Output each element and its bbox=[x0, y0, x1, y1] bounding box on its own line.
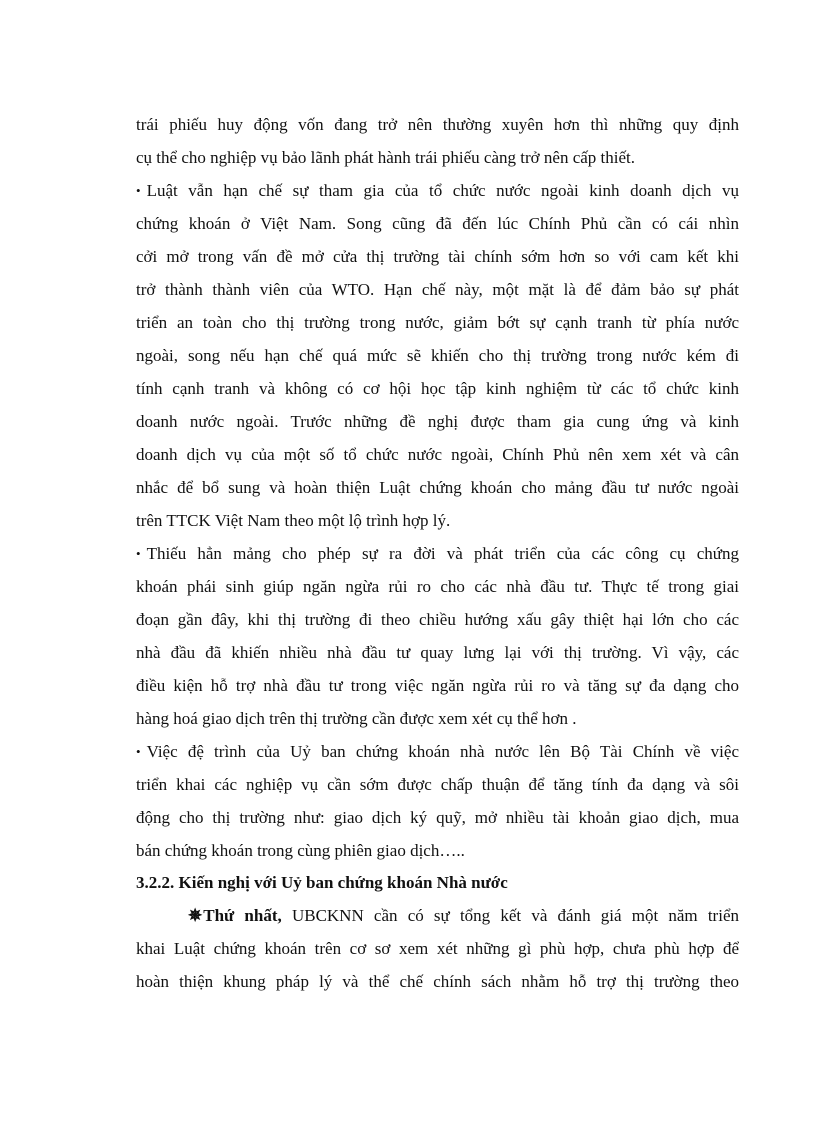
text-line: ngoài, song nếu hạn chế quá mức sẽ khiến cho thị trường trong nước kém đi bbox=[136, 346, 739, 365]
text-line: động cho thị trường như: giao dịch ký quỹ, mở nhiều tài khoản giao dịch, mua bbox=[136, 808, 739, 827]
text-line: đoạn gần đây, khi thị trường đi theo chiều hướng xấu gây thiệt hại lớn cho các bbox=[136, 610, 739, 629]
first-point-label: Thứ nhất, bbox=[203, 906, 282, 925]
text-line: khoán phái sinh giúp ngăn ngừa rủi ro cho các nhà đầu tư. Thực tế trong giai bbox=[136, 577, 739, 596]
bullet-1-first-line bbox=[136, 180, 739, 202]
first-point-line bbox=[188, 905, 739, 927]
text-line: UBCKNN cần có sự tổng kết và đánh giá một năm triển bbox=[291, 906, 739, 925]
text-line: chứng khoán ở Việt Nam. Song cũng đã đến lúc Chính Phủ cần có cái nhìn bbox=[136, 214, 739, 233]
text-line: cụ thể cho nghiệp vụ bảo lãnh phát hành trái phiếu càng trở nên cấp thiết. bbox=[136, 148, 635, 167]
text-line: Thiếu hẳn mảng cho phép sự ra đời và phát triển của các công cụ chứng bbox=[146, 544, 739, 563]
text-line: triển an toàn cho thị trường trong nước, giảm bớt sự cạnh tranh từ phía nước bbox=[136, 313, 739, 332]
bullet-icon: • bbox=[136, 546, 141, 561]
text-line: doanh dịch vụ của một số tổ chức nước ngoài, Chính Phủ nên xem xét và cân bbox=[136, 445, 739, 464]
text-line: trở thành thành viên của WTO. Hạn chế này, một mặt là để đảm bảo sự phát bbox=[136, 280, 739, 299]
star-bullet-icon: ✵ bbox=[188, 906, 203, 925]
bullet-3-first-line bbox=[136, 741, 739, 763]
text-line: điều kiện hỗ trợ nhà đầu tư trong việc ngăn ngừa rủi ro và tăng sự đa dạng cho bbox=[136, 676, 739, 695]
text-line: Việc đệ trình của Uỷ ban chứng khoán nhà nước lên Bộ Tài Chính về việc bbox=[146, 742, 739, 761]
text-line: hàng hoá giao dịch trên thị trường cần được xem xét cụ thể hơn . bbox=[136, 709, 577, 728]
text-line: Luật vẫn hạn chế sự tham gia của tổ chức nước ngoài kinh doanh dịch vụ bbox=[146, 181, 739, 200]
text-line: bán chứng khoán trong cùng phiên giao dịch….. bbox=[136, 841, 465, 860]
bullet-icon: • bbox=[136, 183, 141, 198]
text-line: trái phiếu huy động vốn đang trở nên thường xuyên hơn thì những quy định bbox=[136, 115, 739, 134]
text-line: nhà đầu đã khiến nhiều nhà đầu tư quay lưng lại với thị trường. Vì vậy, các bbox=[136, 643, 739, 662]
text-line: triển khai các nghiệp vụ cần sớm được chấp thuận để tăng tính đa dạng và sôi bbox=[136, 775, 739, 794]
text-line: doanh nước ngoài. Trước những đề nghị được tham gia cung ứng và kinh bbox=[136, 412, 739, 431]
bullet-icon: • bbox=[136, 744, 141, 759]
section-heading: 3.2.2. Kiến nghị với Uỷ ban chứng khoán Nhà nước bbox=[136, 873, 508, 892]
text-line: tính cạnh tranh và không có cơ hội học tập kinh nghiệm từ các tổ chức kinh bbox=[136, 379, 739, 398]
text-line: khai Luật chứng khoán trên cơ sơ xem xét những gì phù hợp, chưa phù hợp để bbox=[136, 939, 739, 958]
text-line: nhắc để bổ sung và hoàn thiện Luật chứng khoán cho mảng đầu tư nước ngoài bbox=[136, 478, 739, 497]
text-line: trên TTCK Việt Nam theo một lộ trình hợp lý. bbox=[136, 511, 451, 530]
bullet-2-first-line bbox=[136, 543, 739, 565]
text-line: cởi mở trong vấn đề mở cửa thị trường tài chính sớm hơn so với cam kết khi bbox=[136, 247, 739, 266]
text-line: hoàn thiện khung pháp lý và thể chế chính sách nhằm hỗ trợ thị trường theo bbox=[136, 972, 739, 991]
